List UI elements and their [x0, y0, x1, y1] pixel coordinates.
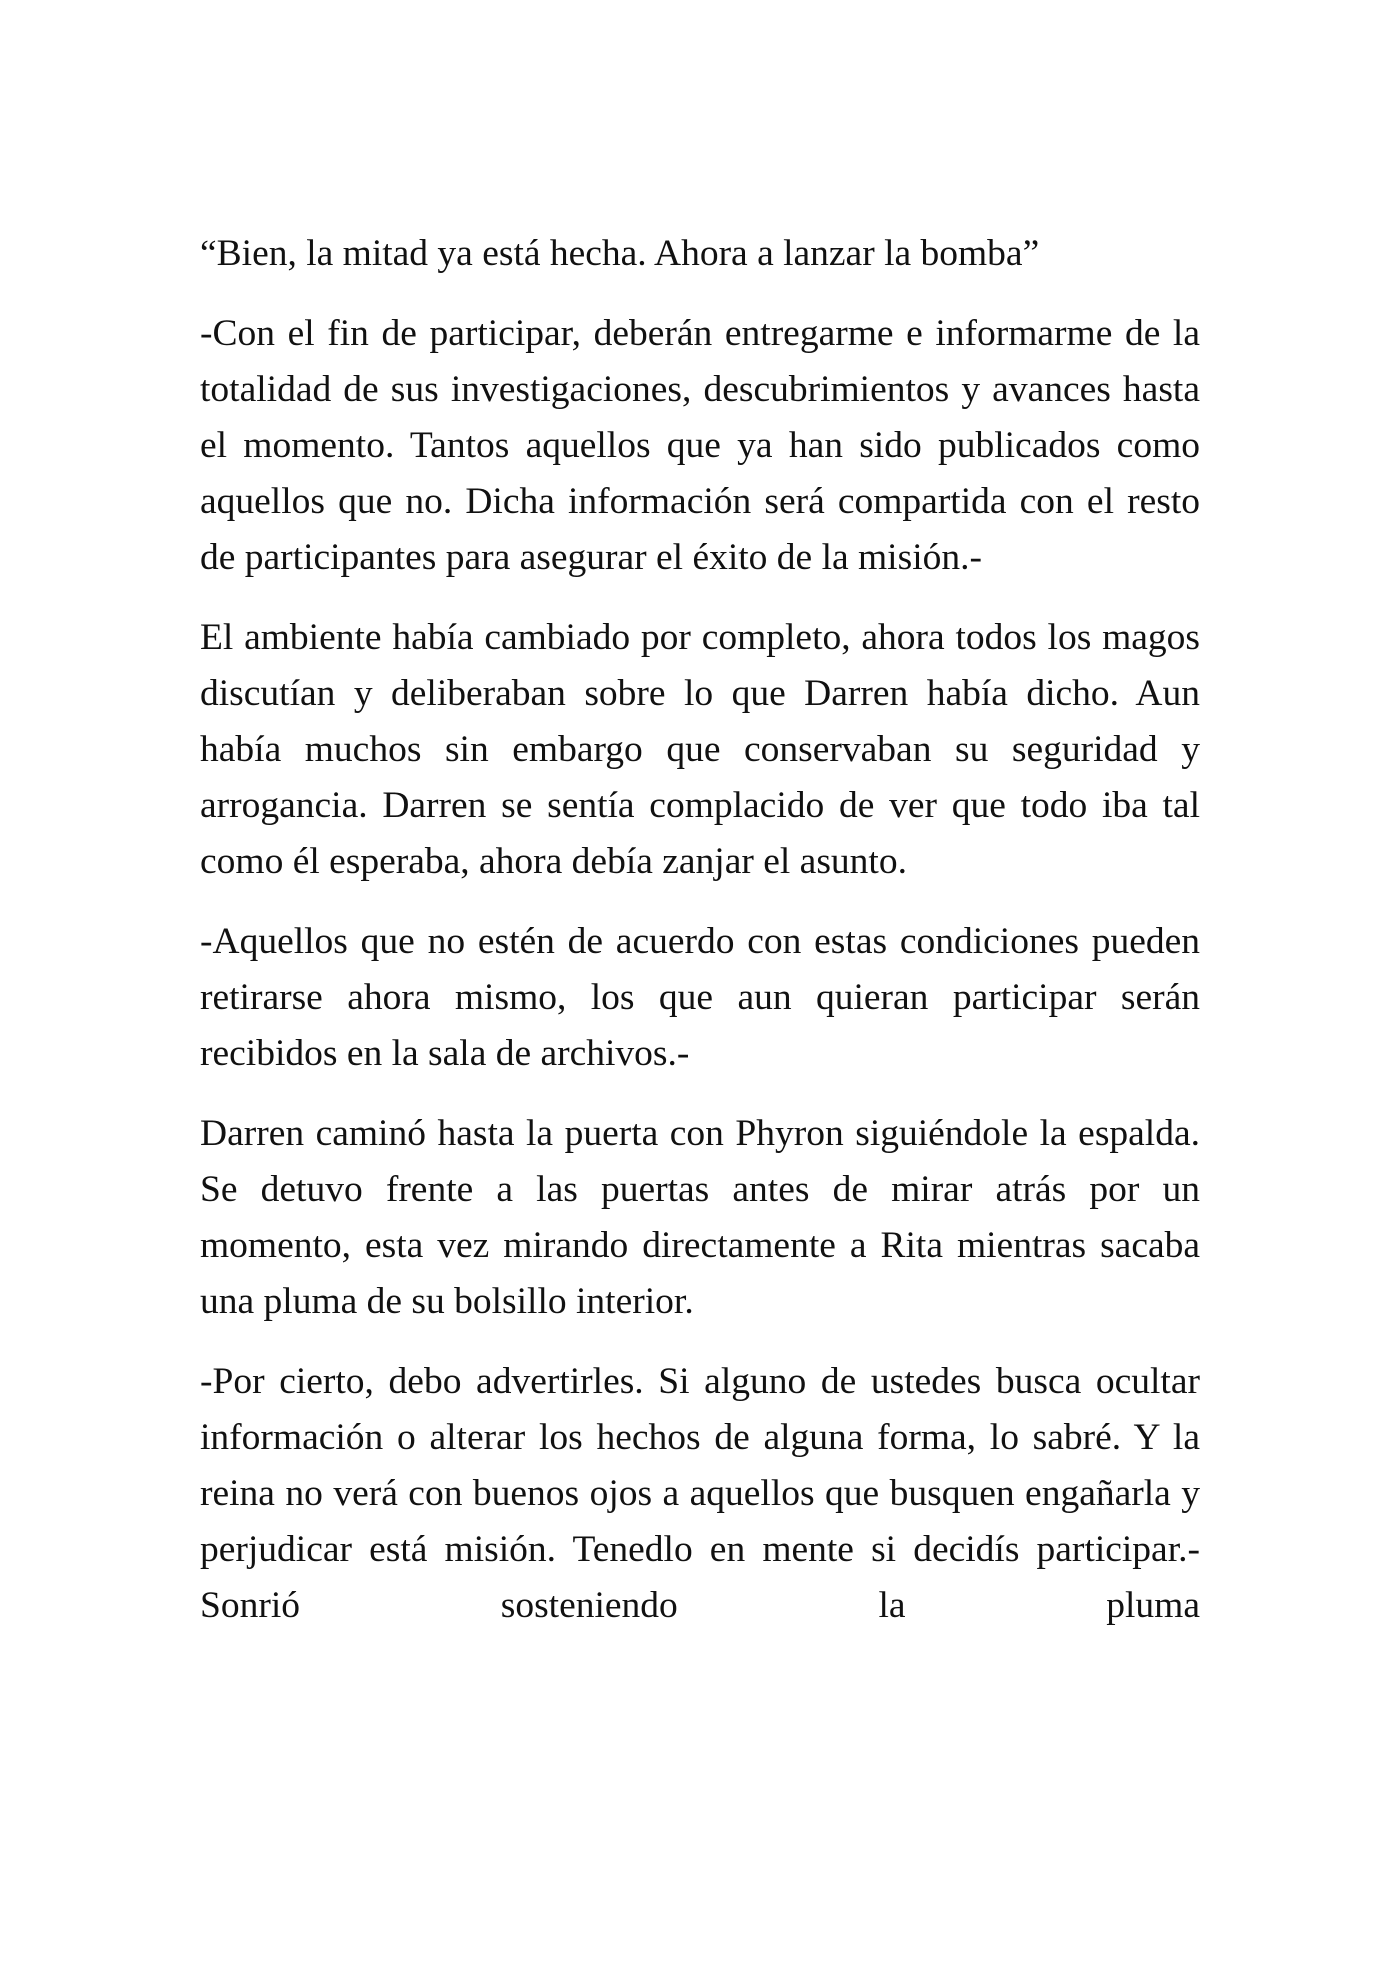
- paragraph-4: -Aquellos que no estén de acuerdo con estas condiciones pueden retirarse ahora mismo, los que aun quieran participar serán recibidos en la sala de archivos.-: [200, 921, 1200, 1074]
- paragraph-3: El ambiente había cambiado por completo, ahora todos los magos discutían y deliberaban sobre lo que Darren había dicho. Aun había muchos sin embargo que conservaban su seguridad y arrogancia. Darren se sentía complacido de ver que todo iba tal como él esperaba, ahora debía zanjar el asunto.: [200, 617, 1200, 882]
- document-body: [200, 226, 1200, 1658]
- paragraph-2: -Con el fin de participar, deberán entregarme e informarme de la totalidad de sus investigaciones, descubrimientos y avances hasta el momento. Tantos aquellos que ya han sido publicados como aquellos que no. Dicha información será compartida con el resto de participantes para asegurar el éxito de la misión.-: [200, 313, 1200, 578]
- paragraph-5: Darren caminó hasta la puerta con Phyron siguiéndole la espalda. Se detuvo frente a las puertas antes de mirar atrás por un momento, esta vez mirando directamente a Rita mientras sacaba una pluma de su bolsillo interior.: [200, 1113, 1200, 1322]
- paragraph-1: “Bien, la mitad ya está hecha. Ahora a lanzar la bomba”: [200, 233, 1040, 274]
- paragraph-6: -Por cierto, debo advertirles. Si alguno de ustedes busca ocultar información o alterar los hechos de alguna forma, lo sabré. Y la reina no verá con buenos ojos a aquellos que busquen engañarla y perjudicar está misión. Tenedlo en mente si decidís participar.- Sonrió sosteniendo la pluma: [200, 1361, 1200, 1626]
